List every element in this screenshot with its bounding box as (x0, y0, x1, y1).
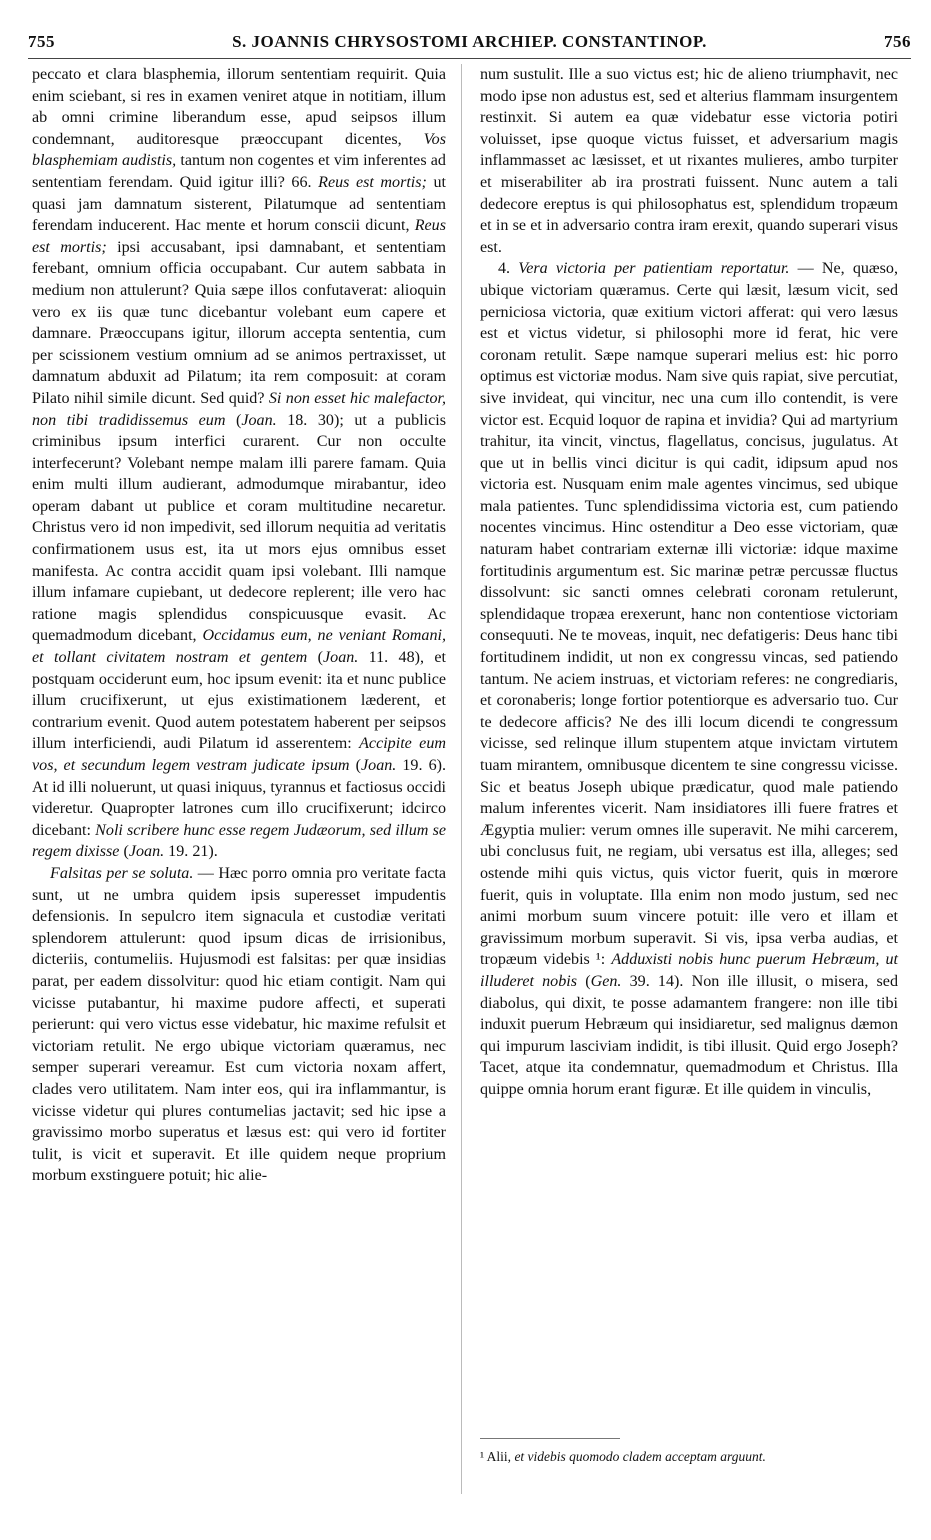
italic-run: Gen. (590, 972, 622, 990)
italic-run: Adduxisti nobis hunc puerum Hebræum, ut illuderet nobis (480, 951, 898, 990)
text-run: 39. 14). Non ille illusit, o misera, sed diabolus, qui dixit, te posse adamantem frangere: non ille tibi induxit puerum Hebræum qui insidiaretur, sed malignus dæmon qui impurum lasciviam indidit, is tibi illusit. Quid ergo Joseph? Tacet, atque ita condemnatur, quemadmodum et Christus. Illa quippe omnia horum erant figuræ. Et ille quidem in vinculis, (480, 972, 898, 1098)
text-run: — Hæc porro omnia pro veritate facta sunt, ut ne umbra quidem ipsis superesset impudentis defensionis. In sepulcro item signacula et custodiæ veritati splendorem attulerunt: quod ipsum dicas de irrisionibus, dicteriis, contumeliis. Hujusmodi est falsitas: per quæ insidias parat, per eadem dissolvitur: quod hic etiam contigit. Nam qui vicisse putabantur, hi maxime pudore affecti, et superati perierunt: qui vero victus esse videbatur, hic maxime refulsit et victoriam retulit. Ne ergo ubique victoriam quæramus, nec semper superari vereamur. Est cum victoria noxam affert, clades vero utilitatem. Nam inter eos, qui ira inflammantur, is vicisse videtur qui plures contumelias jactavit; sed hic ipse a gravissimo morbo superatus et læsus est: qui vero id fortiter tulit, is vicit et superavit. Et ille quidem neque proprium morbum exstinguere potuit; hic alie- (32, 864, 446, 1185)
italic-run: et videbis quomodo cladem acceptam arguunt. (514, 1449, 766, 1464)
text-run: 4. (498, 260, 519, 278)
italic-run: Joan. (323, 649, 359, 667)
paragraph (32, 64, 446, 863)
paragraph (32, 863, 446, 1187)
italic-run: Reus est mortis; (318, 173, 427, 191)
italic-run: Si non esset hic malefactor, non tibi tradidissemus eum (32, 389, 446, 429)
italic-run: Occidamus eum, ne veniant Romani, et tollant civitatem nostram et gentem (32, 627, 446, 667)
right-column (480, 64, 898, 1101)
text-run: peccato et clara blasphemia, illorum sententiam requirit. Quia enim sciebant, si res in examen veniret atque in notitiam, illum ab omni crimine liberandum esse, apud seipsos illum condemnant, auditoresque præoccupant dicentes, (32, 66, 446, 148)
text-run: ( (119, 843, 129, 861)
italic-run: Noli scribere hunc esse regem Judæorum, sed illum se regem dixisse (32, 821, 446, 861)
running-title: S. JOANNIS CHRYSOSTOMI ARCHIEP. CONSTANTINOP. (232, 32, 707, 51)
page-number-left: 755 (28, 32, 55, 51)
column-divider (461, 64, 462, 1494)
italic-run: Falsitas per se soluta. (50, 864, 194, 882)
text-run: — Ne, quæso, ubique victoriam quæramus. Certe qui læsit, læsum vicit, sed perniciosa victoria, quæ exitium victori afferat: qui vero læsus est et victus videtur, si philosophi more id ferat, hic vere coronam retulit. Sæpe namque superari melius est: hic porro optimus est victoriæ modus. Nam sive quis rapiat, sive percutiat, sive invideat, qui vincitur, nec una cum illo contendit, is vere victor est. Ecquid loquor de rapina et invidia? Qui ad martyrium trahitur, ita vincit, vinctus, flagellatus, concisus, jugulatus. At que ut in bellis vinci dicitur is qui cadit, idipsum apud nos victoria est. Nusquam enim male agentes vincimus, sed ubique mala patientes. Tunc splendidissima victoria est, cum patiendo nocentes vincimus. Hinc ostenditur a Deo esse victoriam, quæ naturam habet contrariam externæ illi victoriæ: idque maxime fortitudinis argumentum est. Sic marinæ petræ percussæ fluctus dissolvunt: sic sancti omnes celebrati coronam retulerunt, splendidaque tropæa erexerunt, hanc non contentiose victoriam consequuti. Ne te moveas, inquit, nec defatigeris: Deus hanc tibi fortitudinem indidit, ut non ex congressu vincas, sed patiendo tantum. Ne aciem instruas, et victoriam referes: ne congrediaris, et coronaberis; longe fortior potentiorque es adversario tuo. Cur te dedecore afficis? Ne des illi locum dicendi te congressum vicisse, sed relinque illum stupentem atque invictam virtutem tuam mirantem, omnibusque dicentem te sine congressu vicisse. Sic et beatus Joseph ubique prædicatur, quod male patiendo malum inferentes vicerit. Nam insidiatores illi fuere fratres et Ægyptia mulier: verum omnes ille superavit. Ne mihi carcerem, ubi conclusus fuit, ne regiam, ubi versatus est illa, alleges; sed ostende mihi quis victus, quis victor fuerit, quis in mœrore fuerit, quis in voluptate. Illa enim non modo justum, sed nec animi morbum suum vincere potuit: ille vero et illam et gravissimum morbum superavit. Si vis, ipsa verba audias, et tropæum videbis ¹: (480, 260, 898, 969)
text-run: ( (349, 757, 361, 774)
page-header (28, 28, 911, 58)
paragraph (480, 258, 898, 1100)
left-column (32, 64, 446, 1187)
text-run: 11. 48), et postquam occiderunt eum, hoc ipsum evenit: ita et nunc publice illum crucifixerunt, ut ejus existimationem læderent, et contrarium evenit. Quod autem potestatem haberent per seipsos illum interficiendi, audi Pilatum id asserentem: (32, 649, 446, 753)
italic-run: Vos blasphemiam audistis, (32, 130, 446, 170)
italic-run: Joan. (241, 411, 277, 429)
footnote-rule (480, 1438, 620, 1439)
text-run: 19. 21). (164, 843, 218, 861)
text-run: ( (307, 649, 323, 667)
text-run: 19. 6). At id illi noluerunt, ut quasi iniquus, tyrannus et factiosus occidi videretur. Quapropter latrones cum illo crucifixerunt; idcirco dicebant: (32, 757, 447, 839)
text-run: ( (225, 411, 242, 429)
text-run: ipsi accusabant, ipsi damnabant, et sententiam ferebant, omnium officia occupabant. Cur autem sabbata in medium non attulerunt? Quia sæpe illos confutaverat: alioquin vero ex iis quæ tunc dicebantur volebant eum capere et damnare. Præoccupans igitur, illorum accepta sententia, cum per scissionem vestium omnium ad se animos pertraxisset, ut damnatum abduxit ad Pilatum; ita rem composuit: at coram Pilato nihil simile dicunt. Sed quid? (32, 238, 446, 407)
page-number-right: 756 (884, 32, 911, 51)
italic-run: Joan. (361, 757, 397, 774)
italic-run: Accipite eum vos, et secundum legem vestram judicate ipsum (32, 735, 446, 774)
italic-run: Vera victoria per patientiam reportatur. (518, 260, 790, 278)
text-run: 18. 30); ut a publicis criminibus ipsum interfici curarent. Cur non occulte interfecerunt? Volebant nempe malam illi parere famam. Quia enim multi illum audierant, admodumque mirabantur, ideo operam dabant ut publice et coram multitudine necaretur. Christus vero id non impedivit, sed illorum nequitia ad veritatis confirmationem usus est, ita ut mors ejus omnibus esset manifesta. Ac contra accidit quam ipsi volebant. Illi namque illum infamare cupiebant, ut dedecore replerent; ille vero hac ratione magis splendidus conspicuusque evasit. Ac quemadmodum dicebant, (32, 411, 447, 645)
footnote (480, 1448, 898, 1466)
paragraph (480, 64, 898, 258)
italic-run: Joan. (128, 843, 165, 861)
italic-run: Reus est mortis; (32, 217, 446, 256)
text-run: ( (577, 972, 591, 990)
text-run: num sustulit. Ille a suo victus est; hic de alieno triumphavit, nec modo ipse non adustus est, sed et alterius flammam insurgentem restinxit. Si autem ea quæ videbatur esse victoria potiri voluisset, ipse quoque victus fuisset, et adversarium magis inflammasset ac læsisset, et ut rixantes mulieres, ambo turpiter et miserabiliter ab ira prostrati fuissent. Nunc autem a tali dedecore ereptus is qui philosophatus est, splendidum tropæum et in se et in adversario contra iram erexit, quando superari visus est. (480, 66, 898, 256)
text-run: tantum non cogentes et vim inferentes ad sententiam ferendam. Quid igitur illi? 66. (32, 152, 446, 191)
text-run: ¹ Alii, (480, 1449, 515, 1464)
text-run: ut quasi jam damnatum sisterent, Pilatumque ad sententiam ferendam inducerent. Hac mente et horum conscii dicunt, (32, 173, 446, 235)
header-rule (28, 58, 911, 59)
